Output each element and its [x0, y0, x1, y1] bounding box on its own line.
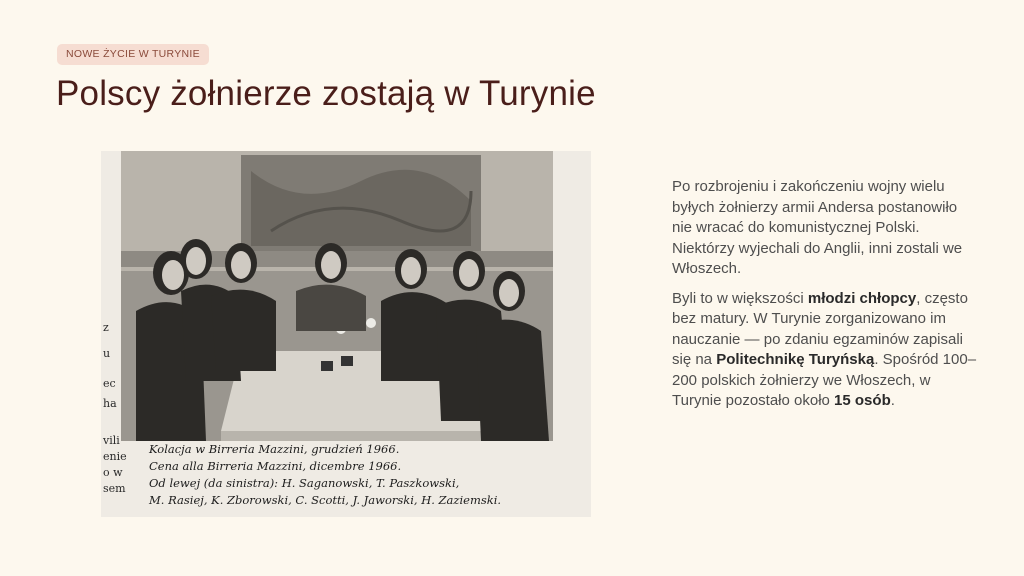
edge-fragment: ha: [103, 397, 117, 410]
text-span: .: [890, 392, 895, 409]
edge-fragment: o w: [103, 466, 123, 479]
paragraph-2: [672, 289, 977, 412]
edge-fragment: sem: [103, 482, 126, 495]
section-tag: NOWE ŻYCIE W TURYNIE: [57, 44, 209, 65]
text-span: Byli to w większości: [672, 289, 808, 307]
photo-caption-line: Od lewej (da sinistra): H. Saganowski, T. Paszkowski,: [149, 476, 460, 490]
photo-caption-line: M. Rasiej, K. Zborowski, C. Scotti, J. Jaworski, H. Zaziemski.: [149, 493, 502, 507]
photo-caption-line: Kolacja w Birreria Mazzini, grudzień 1966.: [149, 442, 400, 456]
historical-photo: [101, 151, 591, 517]
text-span: . Spośród 100–200 polskich żołnierzy we Włoszech, w Turynie pozostało około: [672, 351, 977, 409]
highlight-count: 15 osób: [834, 392, 891, 409]
edge-fragment: u: [103, 347, 111, 360]
edge-fragment: enie: [103, 450, 127, 463]
paragraph-1: Po rozbrojeniu i zakończeniu wojny wielu byłych żołnierzy armii Andersa postanowiło nie wracać do komunistycznej Polski. Niektórzy wyjechali do Anglii, inni zostali we Włoszech.: [672, 178, 963, 277]
slide-title: Polscy żołnierze zostają w Turynie: [56, 74, 596, 113]
photo-caption-line: Cena alla Birreria Mazzini, dicembre 1966.: [149, 459, 402, 473]
highlight-young-boys: młodzi chłopcy: [807, 289, 917, 307]
edge-fragment: z: [103, 321, 109, 334]
photo-illustration: [101, 151, 591, 517]
highlight-polytechnic: Politechnikę Turyńską: [716, 351, 875, 368]
body-text: [672, 177, 977, 421]
edge-fragment: vili: [103, 434, 120, 447]
edge-fragment: ec: [103, 377, 116, 390]
text-span: , często bez matury. W Turynie zorganizowano im nauczanie — po zdaniu egzaminów zapisali się na: [672, 289, 968, 368]
